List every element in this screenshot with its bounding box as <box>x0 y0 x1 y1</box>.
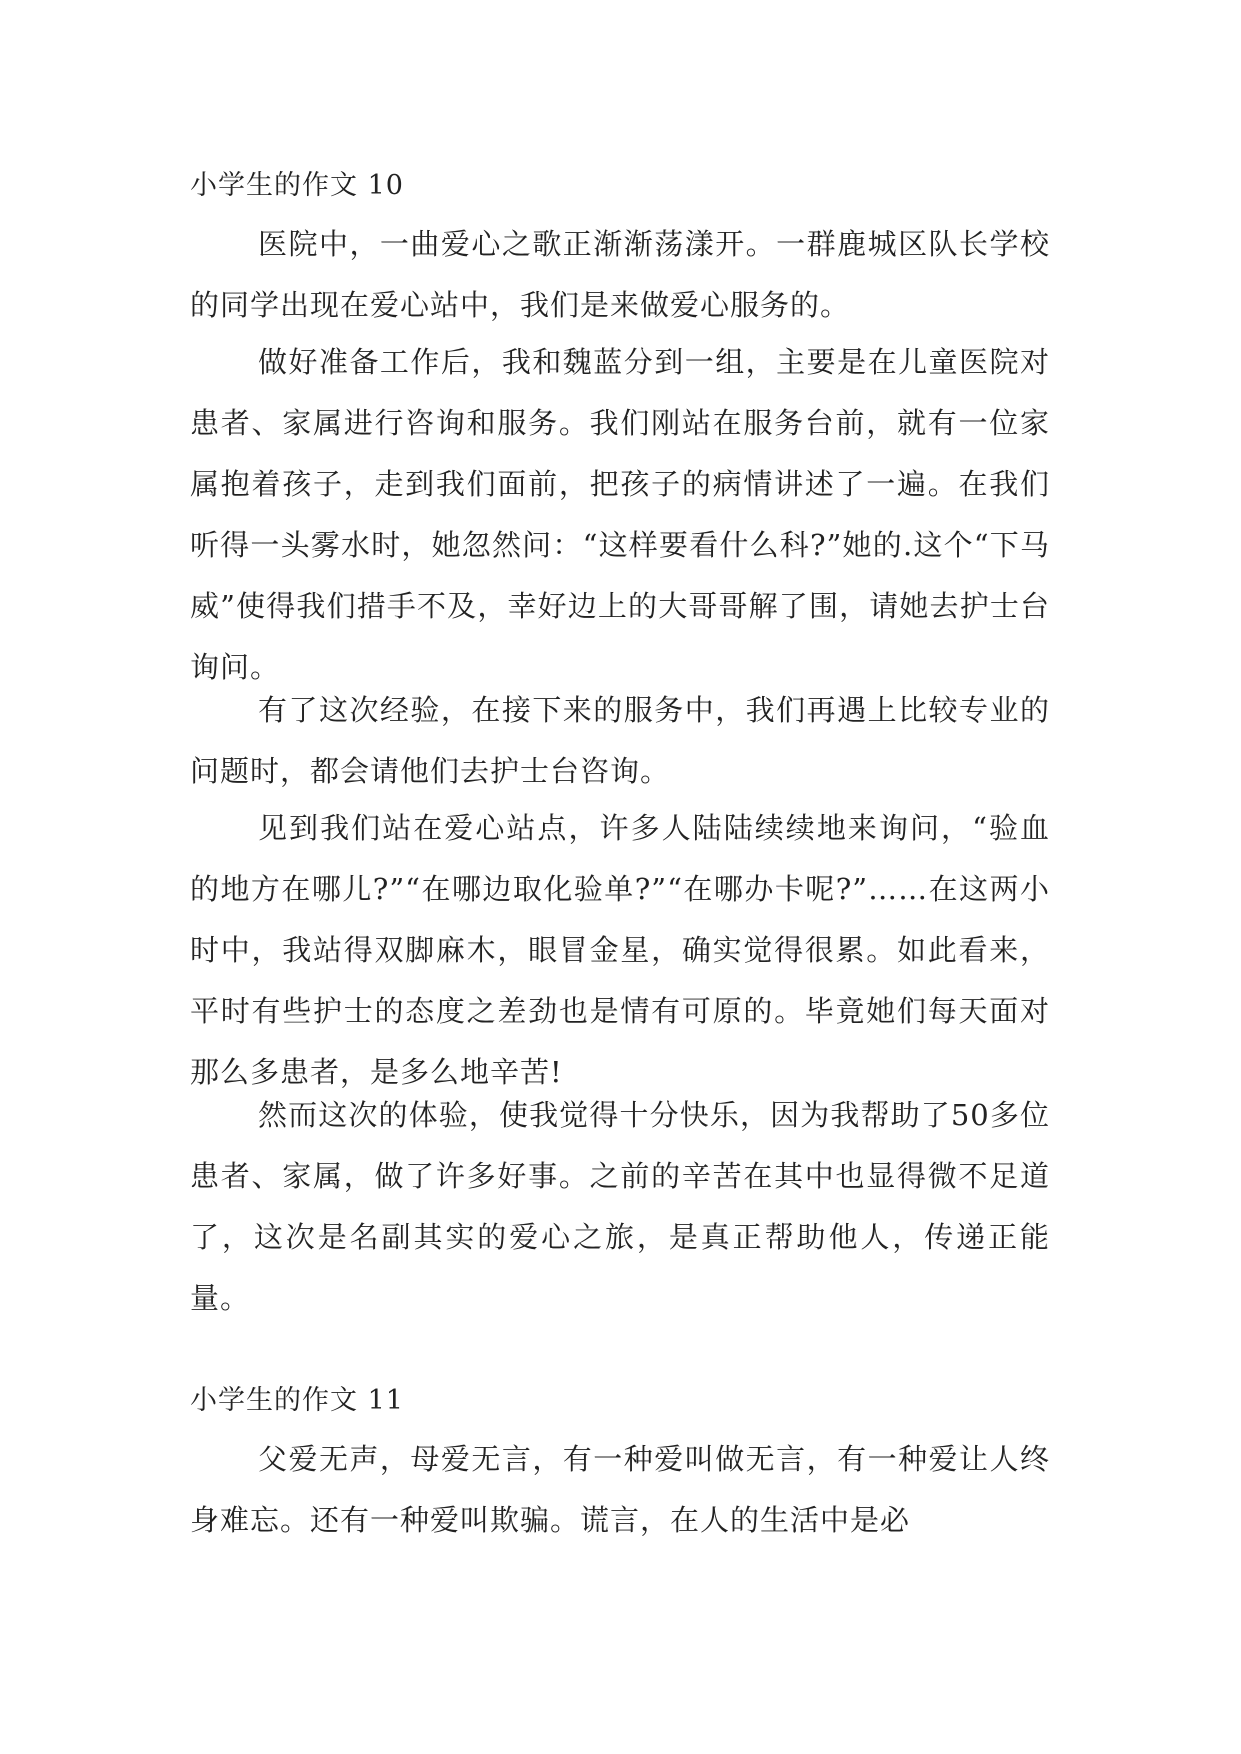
paragraph-experience: 有了这次经验，在接下来的服务中，我们再遇上比较专业的问题时，都会请他们去护士台咨询。 <box>190 693 1050 788</box>
paragraph-fatherly-love: 父爱无声，母爱无言，有一种爱叫做无言，有一种爱让人终身难忘。还有一种爱叫欺骗。谎言，在人的生活中是必 <box>190 1442 1050 1537</box>
paragraph-hospital-intro: 医院中，一曲爱心之歌正渐渐荡漾开。一群鹿城区队长学校的同学出现在爱心站中，我们是来做爱心服务的。 <box>190 227 1050 322</box>
essay-heading-11: 小学生的作文 11 <box>190 1385 404 1416</box>
essay-heading-10: 小学生的作文 10 <box>190 170 404 201</box>
paragraph-inquiries: 见到我们站在爱心站点，许多人陆陆续续地来询问，“验血的地方在哪儿?”“在哪边取化验单?”“在哪办卡呢?”……在这两小时中，我站得双脚麻木，眼冒金星，确实觉得很累。如此看来，平时有些护士的态度之差劲也是情有可原的。毕竟她们每天面对那么多患者，是多么地辛苦! <box>190 811 1050 1089</box>
paragraph-preparation: 做好准备工作后，我和魏蓝分到一组，主要是在儿童医院对患者、家属进行咨询和服务。我们刚站在服务台前，就有一位家属抱着孩子，走到我们面前，把孩子的病情讲述了一遍。在我们听得一头雾水时，她忽然问：“这样要看什么科?”她的.这个“下马威”使得我们措手不及，幸好边上的大哥哥解了围，请她去护士台询问。 <box>190 345 1050 684</box>
paragraph-conclusion: 然而这次的体验，使我觉得十分快乐，因为我帮助了50多位患者、家属，做了许多好事。之前的辛苦在其中也显得微不足道了，这次是名副其实的爱心之旅，是真正帮助他人，传递正能量。 <box>190 1098 1050 1315</box>
